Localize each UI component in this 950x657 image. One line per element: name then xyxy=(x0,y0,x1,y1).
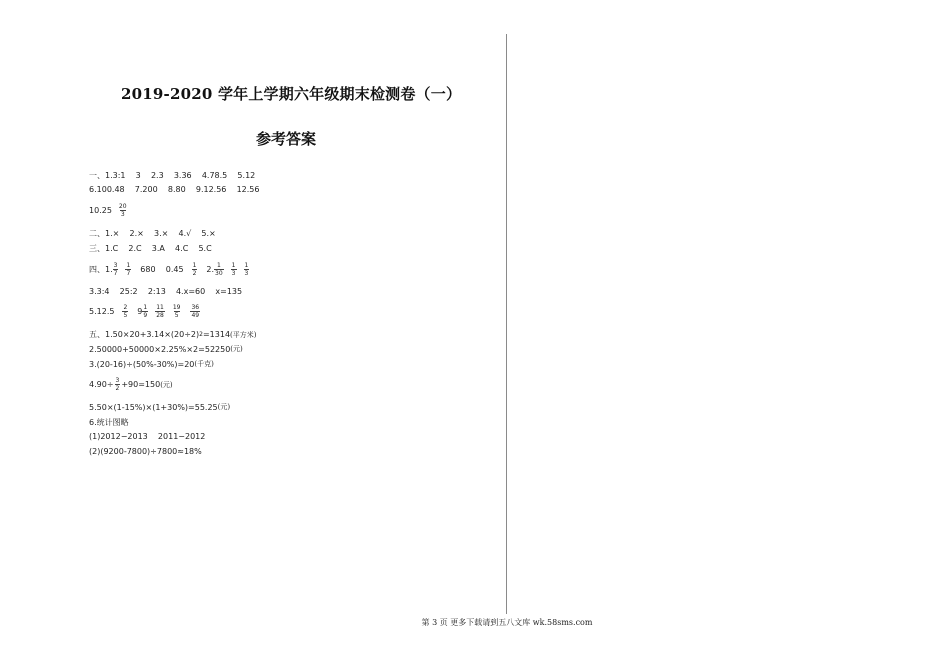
fraction-numerator: 1 xyxy=(216,262,221,269)
fraction xyxy=(231,262,237,277)
answer-line-6 xyxy=(89,262,252,277)
unit-label: (元) xyxy=(217,403,231,411)
fraction xyxy=(122,304,128,319)
answer-line-16 xyxy=(89,447,202,456)
answer-text: 2. xyxy=(206,265,215,274)
unit-label: (千克) xyxy=(194,360,214,368)
fraction-denominator: 3 xyxy=(244,270,249,277)
fraction-denominator: 7 xyxy=(126,270,131,277)
page-divider xyxy=(506,34,507,614)
answer-line-3 xyxy=(89,203,131,218)
fraction-denominator: 5 xyxy=(123,312,128,319)
answer-text: 10.25 xyxy=(89,206,112,215)
fraction-numerator: 20 xyxy=(118,203,127,210)
answer-line-1 xyxy=(89,170,255,181)
answer-line-8 xyxy=(89,304,203,319)
answer-text: 3.(20-16)÷(50%-30%)=20 xyxy=(89,359,195,369)
fraction xyxy=(142,304,148,319)
fraction-denominator: 30 xyxy=(215,270,223,277)
fraction xyxy=(118,203,128,218)
fraction xyxy=(115,377,121,392)
fraction-numerator: 36 xyxy=(191,304,200,311)
answer-line-11 xyxy=(89,359,214,369)
answer-text: 6.100.48 7.200 8.80 9.12.56 12.56 xyxy=(89,185,260,194)
answer-text: 6.统计图略 xyxy=(89,418,129,427)
fraction xyxy=(113,262,119,277)
answer-text: 5.50×(1-15%)×(1+30%)=55.25 xyxy=(89,402,218,412)
answer-text: (2)(9200-7800)÷7800≈18% xyxy=(89,447,202,456)
fraction xyxy=(172,304,182,319)
answer-text: 三、1.C 2.C 3.A 4.C 5.C xyxy=(89,244,212,253)
superscript: 2 xyxy=(199,331,203,338)
unit-label: (平方米) xyxy=(230,330,257,339)
fraction-denominator: 28 xyxy=(156,312,164,319)
fraction xyxy=(125,262,131,277)
fraction xyxy=(214,262,224,277)
fraction-numerator: 19 xyxy=(172,304,181,311)
fraction-numerator: 1 xyxy=(231,262,236,269)
document-title: 2019-2020 学年上学期六年级期末检测卷（一） xyxy=(121,85,462,103)
unit-label: (元) xyxy=(160,380,173,389)
document-subtitle: 参考答案 xyxy=(256,130,317,148)
fraction-denominator: 3 xyxy=(120,211,125,218)
answer-text: 680 0.45 xyxy=(140,265,184,274)
fraction xyxy=(190,304,200,319)
unit-label: (元) xyxy=(230,345,243,353)
answer-text: +90=150 xyxy=(121,380,161,389)
answer-line-12 xyxy=(89,377,173,392)
answer-line-10 xyxy=(89,344,243,354)
fraction-denominator: 49 xyxy=(191,312,200,319)
answer-text: =1314 xyxy=(202,330,231,339)
fraction-numerator: 3 xyxy=(115,377,120,384)
answer-line-2 xyxy=(89,185,259,194)
answer-line-15 xyxy=(89,432,205,441)
fraction-numerator: 11 xyxy=(156,304,164,311)
fraction-denominator: 2 xyxy=(192,270,197,277)
answer-text: 四、1. xyxy=(89,265,113,274)
fraction-numerator: 3 xyxy=(113,262,118,269)
fraction-denominator: 7 xyxy=(113,270,118,277)
answer-line-13 xyxy=(89,402,230,412)
fraction xyxy=(192,262,198,277)
answer-line-4 xyxy=(89,228,216,239)
answer-text: 2.50000+50000×2.25%×2=52250 xyxy=(89,344,231,354)
answer-line-9 xyxy=(89,329,257,340)
fraction xyxy=(244,262,250,277)
fraction-denominator: 2 xyxy=(115,385,120,392)
fraction-denominator: 5 xyxy=(174,312,179,319)
fraction-numerator: 1 xyxy=(126,262,131,269)
fraction-numerator: 1 xyxy=(192,262,197,269)
answer-text: 9 xyxy=(137,307,143,316)
fraction-numerator: 1 xyxy=(244,262,249,269)
answer-text: 4.90÷ xyxy=(89,380,114,389)
fraction xyxy=(155,304,165,319)
answer-text: 5.12.5 xyxy=(89,307,115,316)
answer-text: 一、1.3:1 3 2.3 3.36 4.78.5 5.12 xyxy=(89,171,256,180)
fraction-denominator: 9 xyxy=(143,312,148,319)
answer-line-7 xyxy=(89,287,242,296)
answer-text: 五、1.50×20+3.14×(20÷2) xyxy=(89,330,200,339)
fraction-numerator: 2 xyxy=(123,304,128,311)
answer-line-5 xyxy=(89,243,212,254)
answer-text: (1)2012−2013 2011−2012 xyxy=(89,432,206,441)
page-footer: 第 3 页 更多下载请到五八文库 wk.58sms.com xyxy=(421,618,593,627)
answer-line-14 xyxy=(89,417,129,428)
answer-text: 3.3:4 25:2 2:13 4.x=60 x=135 xyxy=(89,287,243,296)
fraction-numerator: 1 xyxy=(143,304,148,311)
fraction-denominator: 3 xyxy=(231,270,236,277)
answer-text: 二、1.× 2.× 3.× 4.√ 5.× xyxy=(89,229,216,238)
